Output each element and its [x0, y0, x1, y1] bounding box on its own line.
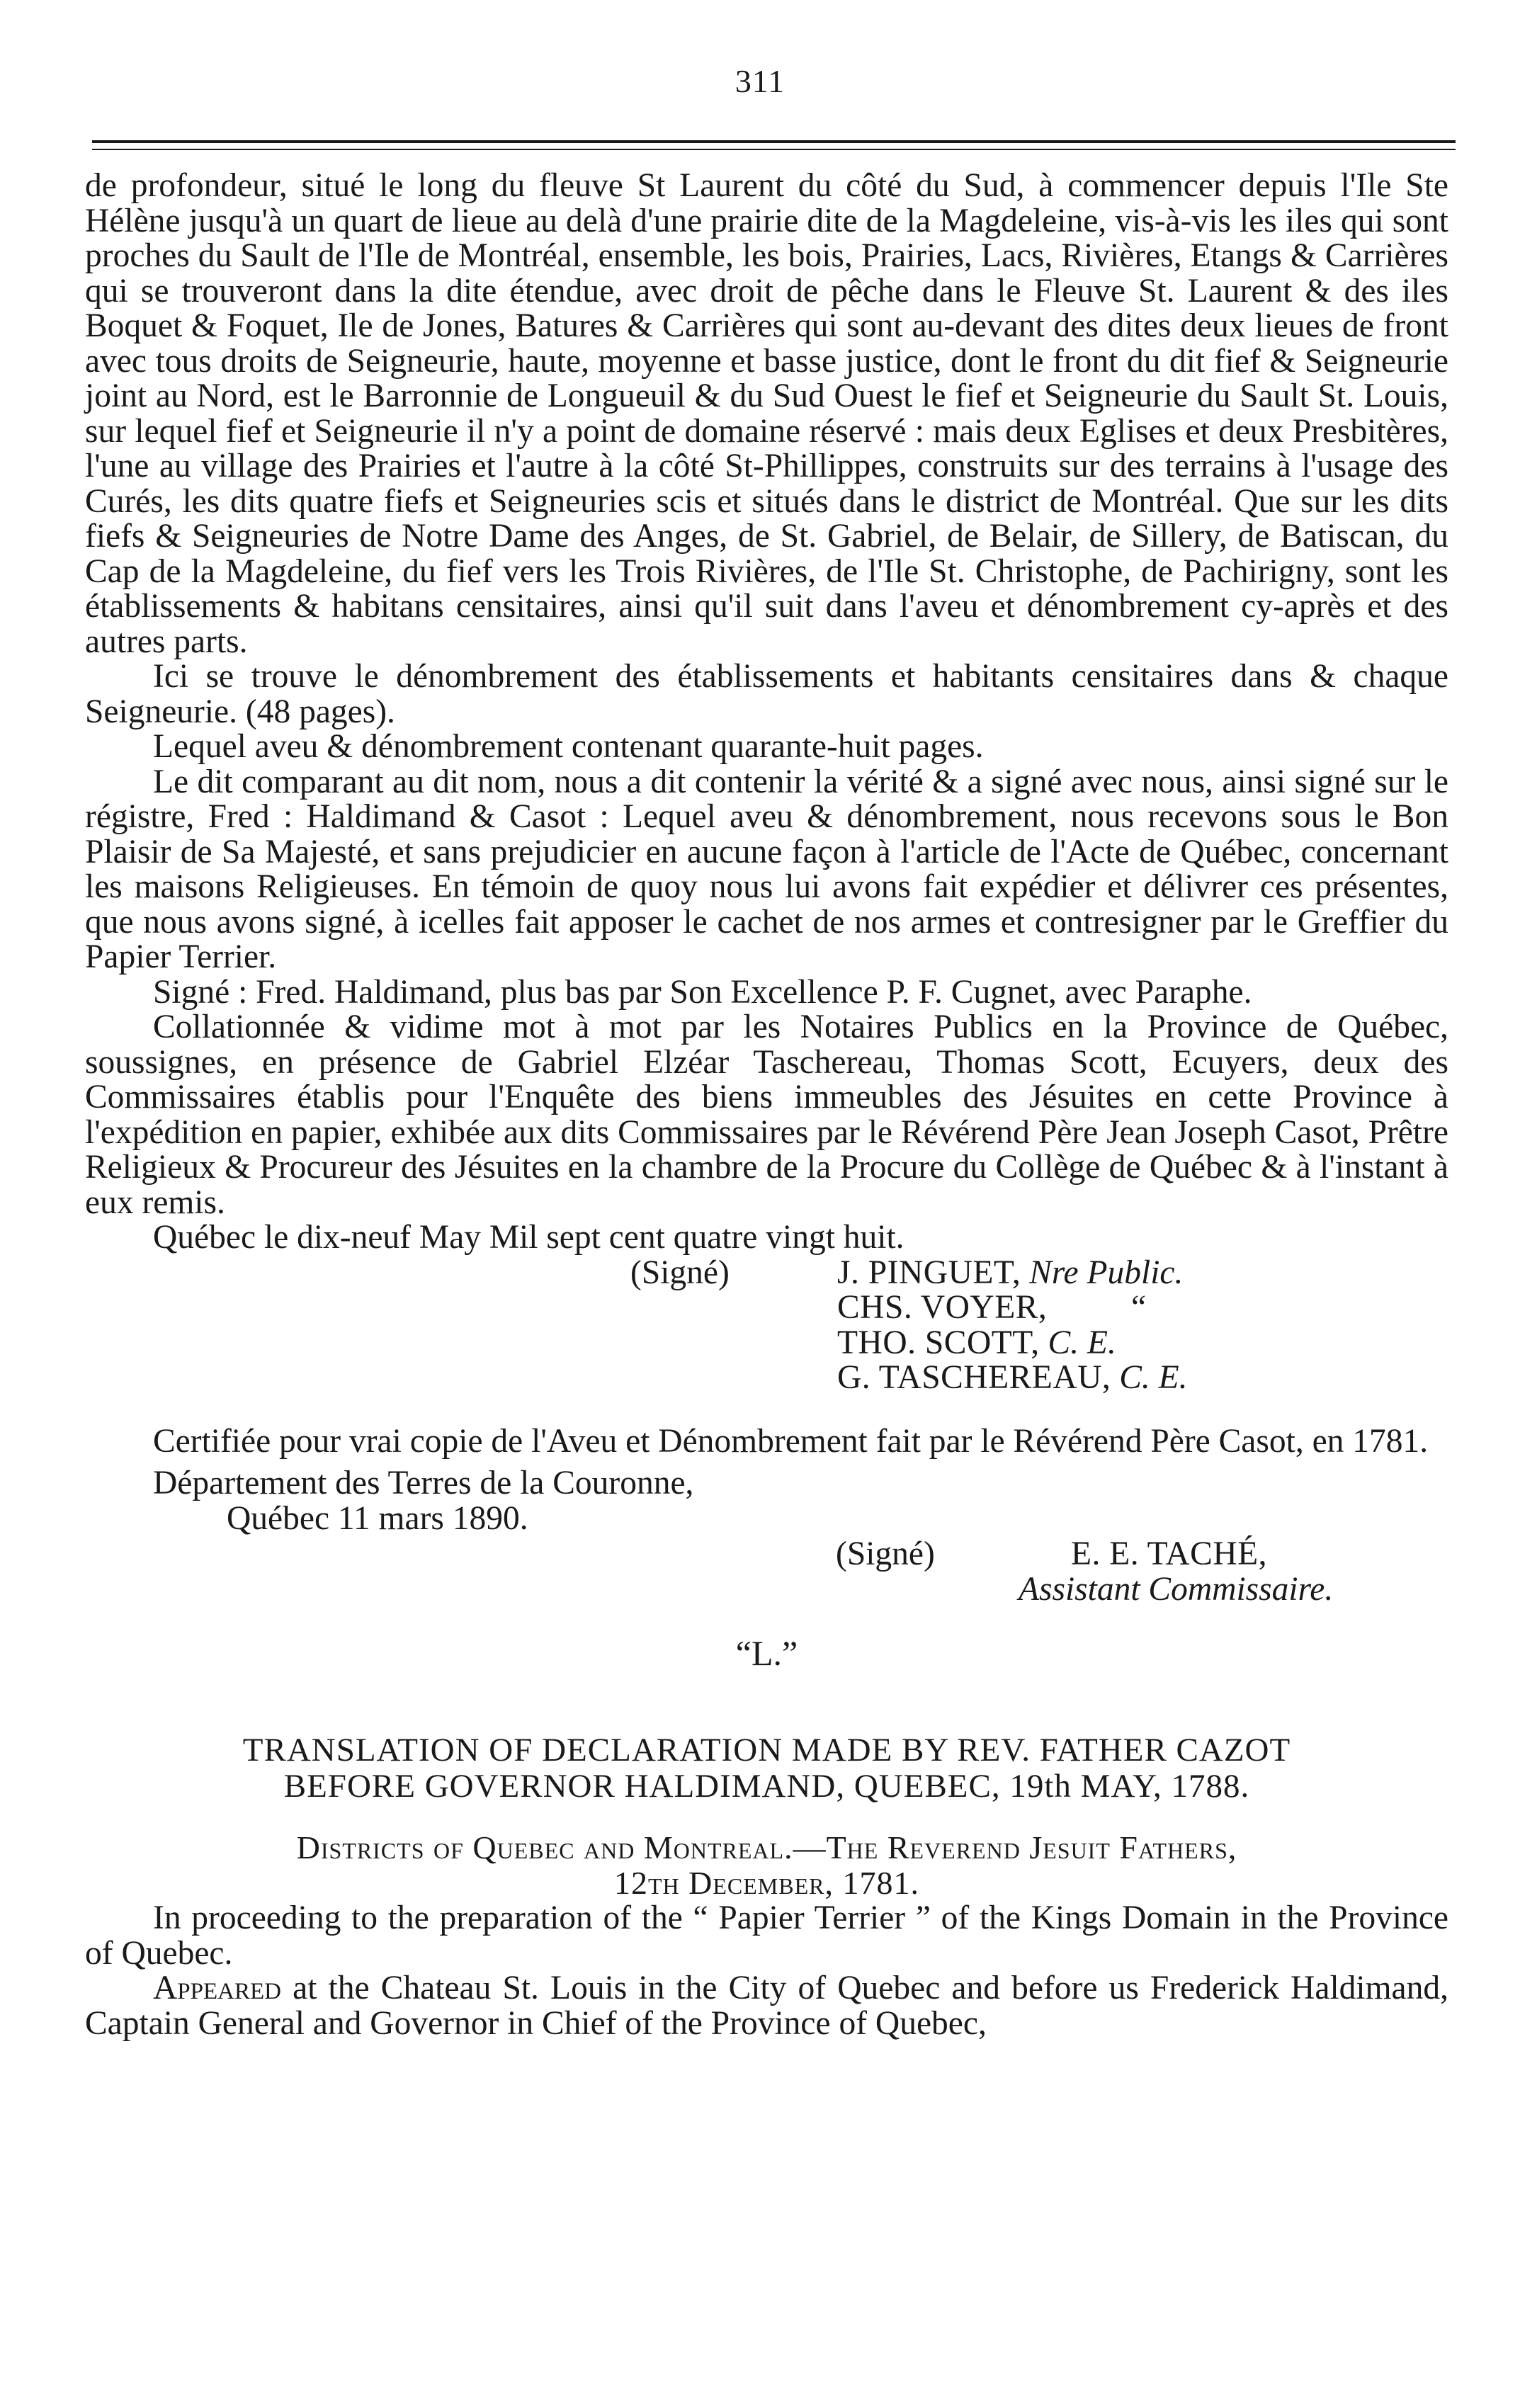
paragraph-rest: at the Chateau St. Louis in the City of Quebec and before us Frederick Haldimand, Captain General and Governor in Chief of the Province of Quebec,	[85, 1970, 1448, 2042]
department-name: Département des Terres de la Couronne,	[153, 1465, 694, 1501]
section-mark: “L.”	[735, 1633, 798, 1673]
paragraph	[85, 1971, 1448, 2041]
paragraph-continued: de profondeur, situé le long du fleuve St Laurent du côté du Sud, à commencer depuis l'Ile Ste Hélène jusqu'à un quart de lieue au delà d'une prairie dite de la Magdeleine, vis-à-vis les iles qui sont proches du Sault de l'Ile de Montréal, ensemble, les bois, Prairies, Lacs, Rivières, Etangs & Carrières qui se trouveront dans la dite étendue, avec droit de pêche dans le Fleuve St. Laurent & des iles Boquet & Foquet, Ile de Jones, Batures & Carrières qui sont au-devant des dites deux lieues de front avec tous droits de Seigneurie, haute, moyenne et basse justice, dont le front du dit fief & Seigneurie joint au Nord, est le Barronnie de Longueuil & du Sud Ouest le fief et Seigneurie du Sault St. Louis, sur lequel fief et Seigneurie il n'y a point de domaine réservé : mais deux Eglises et deux Presbitères, l'une au village des Prairies et l'autre à la côté St-Phillippes, construits sur des terrains à l'usage des Curés, les dits quatre fiefs et Seigneuries scis et situés dans le district de Montréal. Que sur les dits fiefs & Seigneuries de Notre Dame des Anges, de St. Gabriel, de Belair, de Sillery, de Batiscan, du Cap de la Magdeleine, du fief vers les Trois Rivières, de l'Ile St. Christophe, de Pachirigny, sont les établissements & habitans censitaires, ainsi qu'il suit dans l'aveu et dénombrement cy-après et des autres parts.	[85, 167, 1448, 660]
signatory-name: CHS. VOYER,	[837, 1289, 1048, 1326]
paragraph: Signé : Fred. Haldimand, plus bas par Son Excellence P. F. Cugnet, avec Paraphe.	[153, 973, 1252, 1011]
header-rule	[92, 140, 1456, 143]
signatory-name: J. PINGUET,	[837, 1254, 1021, 1291]
signatory	[837, 1256, 1188, 1291]
signatory-title: C. E.	[1048, 1324, 1116, 1361]
subheading-line: Districts of Quebec and Montreal.—The Reverend Jesuit Fathers,	[296, 1829, 1237, 1865]
paragraph: In proceeding to the preparation of the “ Papier Terrier ” of the Kings Domain in the Province of Quebec.	[85, 1899, 1448, 1972]
signatory-title: Nre Public.	[1029, 1254, 1184, 1291]
header-rule-thin	[92, 149, 1456, 150]
signer-title: Assistant Commissaire.	[1019, 1571, 1334, 1608]
paragraph: Collationnée & vidime mot à mot par les Notaires Publics en la Province de Québec, soussignes, en présence de Gabriel Elzéar Taschereau, Thomas Scott, Ecuyers, deux des Commissaires établis pour l'Enquête des biens immeubles des Jésuites en cette Province à l'expédition en papier, exhibée aux dits Commissaires par le Révérend Père Jean Joseph Casot, Prêtre Religieux & Procureur des Jésuites en la chambre de la Procure du Collège de Québec & à l'instant à eux remis.	[85, 1009, 1448, 1221]
signature-block	[85, 1256, 1448, 1396]
department-date: Québec 11 mars 1890.	[227, 1500, 528, 1537]
signatory-title: C. E.	[1119, 1359, 1188, 1396]
paragraph: Ici se trouve le dénombrement des établissements et habitants censitaires dans & chaque Seigneurie. (48 pages).	[85, 658, 1448, 730]
paragraph: Lequel aveu & dénombrement contenant quarante-huit pages.	[153, 728, 984, 765]
paragraph: Le dit comparant au dit nom, nous a dit contenir la vérité & a signé avec nous, ainsi signé sur le régistre, Fred : Haldimand & Casot : Lequel aveu & dénombrement, nous recevons sous le Bon Plaisir de Sa Majesté, et sans prejudicier en aucune façon à l'article de l'Acte de Québec, concernant les maisons Religieuses. En témoin de quoy nous lui avons fait expédier et délivrer ces présentes, que nous avons signé, à icelles fait apposer le cachet de nos armes et contresigner par le Greffier du Papier Terrier.	[85, 763, 1448, 975]
page-body	[85, 169, 1448, 2041]
signed-label: (Signé)	[836, 1535, 935, 1572]
certification-text: Certifiée pour vrai copie de l'Aveu et Dénombrement fait par le Révérend Père Casot, en 1781.	[153, 1422, 1429, 1460]
signatory-list	[837, 1256, 1188, 1396]
signer-name: E. E. TACHÉ,	[1071, 1535, 1268, 1572]
signed-label: (Signé)	[630, 1254, 730, 1291]
paragraph-lead: Appeared	[153, 1970, 281, 2006]
signatory	[837, 1326, 1188, 1361]
paragraph-date: Québec le dix-neuf May Mil sept cent quatre vingt huit.	[153, 1219, 904, 1256]
heading-line: BEFORE GOVERNOR HALDIMAND, QUEBEC, 19th MAY, 1788.	[283, 1768, 1250, 1805]
subheading-line: 12th December, 1781.	[613, 1865, 919, 1901]
page-number: 311	[735, 63, 785, 99]
ditto-mark: “	[1131, 1289, 1147, 1326]
signatory	[837, 1290, 1188, 1326]
department-block	[85, 1466, 1448, 1606]
districts-subheading	[85, 1830, 1448, 1901]
signatory-name: G. TASCHEREAU,	[837, 1359, 1111, 1396]
signatory	[837, 1361, 1188, 1396]
signatory-name: THO. SCOTT,	[837, 1324, 1040, 1361]
translation-heading	[85, 1732, 1448, 1805]
heading-line: TRANSLATION OF DECLARATION MADE BY REV. FATHER CAZOT	[242, 1732, 1291, 1768]
